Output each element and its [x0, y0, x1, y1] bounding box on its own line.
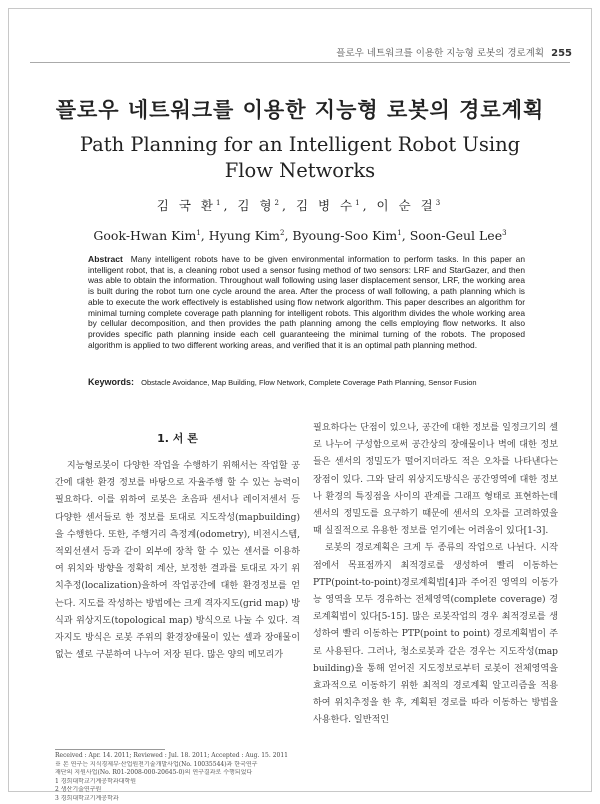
section-title-introduction: 1. 서 론: [157, 432, 198, 445]
footnote-dates: Received : Apr. 14. 2011; Reviewed : Jul. 18. 2011; Accepted : Aug. 15. 2011: [55, 752, 288, 759]
authors-korean: 김 국 환$^1$, 김 형$^2$, 김 병 수$^1$, 이 순 걸$^3$: [156, 198, 444, 213]
author-en-1-affil: 1: [196, 228, 201, 237]
page-number: 255: [551, 48, 572, 59]
abstract: [88, 254, 525, 350]
author-ko-4-affil: 3: [435, 198, 444, 207]
author-en-4-affil: 3: [502, 228, 507, 237]
author-en-2: Hyung Kim: [208, 228, 280, 243]
author-ko-3-affil: 1: [355, 198, 363, 207]
intro-paragraph-3: 로봇의 경로계획은 크게 두 종류의 작업으로 나뉜다. 시작점에서 목표점까지 최적경로를 생성하여 빨리 이동하는 PTP(point-to-point)경로계획법[4]과 주어진 영역의 이동가능 영역을 모두 경유하는 전체영역(complete coverage) 경로계획법이 있다[5-15]. 많은 로봇작업의 경우 최적경로를 생성하여 빨리 이동하는 PTP(point to point) 경로계획법이 주로 사용된다. 그러나, 청소로봇과 같은 경우는 지도작성(map building)을 통해 얻어진 지도정보로부터 로봇이 전체영역을 효과적으로 이동하기 위한 최적의 경로계획 알고리즘을 적용하여 위치추정을 한 후, 계획된 경로를 따라 이동하는 방법을 사용한다. 일반적인: [313, 543, 558, 726]
keywords: [88, 377, 525, 387]
footnotes: [55, 752, 315, 804]
keywords-text: Obstacle Avoidance, Map Building, Flow Network, Complete Coverage Path Planning, Sensor Fusion: [141, 378, 477, 387]
author-ko-1: 김 국 환: [156, 198, 216, 213]
author-en-3-affil: 1: [397, 228, 402, 237]
body-column-left: [55, 458, 300, 664]
footnote-affil-2: 2 생산기술연구원: [55, 786, 102, 794]
footnote-funding-1: ※ 본 연구는 지식경제부·산업원천기술개발사업(No. 10035544)과 한국연구: [55, 760, 258, 768]
author-en-4: Soon-Geul Lee: [409, 228, 503, 243]
author-ko-4: 이 순 걸: [376, 198, 436, 213]
abstract-label: Abstract: [88, 254, 123, 264]
footnote-affil-1: 1 경희대학교기계공학과대학원: [55, 777, 137, 785]
footnote-rule: [55, 749, 165, 750]
header-rule: [30, 62, 570, 63]
authors-english: Gook-Hwan Kim$^1$, Hyung Kim$^2$, Byoung-Soo Kim$^1$, Soon-Geul Lee$^3$: [93, 228, 507, 243]
author-ko-2: 김 형: [237, 198, 275, 213]
abstract-text: Many intelligent robots have to be given environmental information to perform tasks. In this paper an intelligent robot, that is, a cleaning robot used a sensor fusing method of two sensors: LRF and StarGazer, and then was able to obtain the information. Throughout wall following using laser displacement sensor, LRF, the working area is built during the robot turn one cycle around the area. After the process of wall following, a path planning which is able to execute the work effectively is established using flow network algorithm. This paper describes an algorithm for minimal turning complete coverage path planning for intelligent robots. This algorithm divides the whole working area by cellular decomposition, and then provides the path planning among the cells employing flow networks. It also provides specific path planning inside each cell guaranteeing the minimal turning of the robots. The proposed algorithm is applied to two different working areas, and verified that it is an optimal path planning method.: [88, 254, 525, 350]
title-english: Path Planning for an Intelligent Robot Using Flow Networks: [79, 133, 521, 182]
footnote-affil-3: 3 경희대학교기계공학과: [55, 794, 119, 802]
author-en-3: Byoung-Soo Kim: [292, 228, 398, 243]
author-ko-2-affil: 2: [274, 198, 282, 207]
body-column-right: [313, 420, 558, 730]
author-en-1: Gook-Hwan Kim: [93, 228, 197, 243]
author-en-2-affil: 2: [279, 228, 285, 237]
author-ko-3: 김 병 수: [295, 198, 356, 213]
running-header: [336, 45, 572, 59]
intro-paragraph-1: 지능형로봇이 다양한 작업을 수행하기 위해서는 작업할 공간에 대한 환경 정보를 바탕으로 자율주행 할 수 있는 능력이 필요하다. 이를 위하여 로봇은 초음파 센서나 레이저센서 등 다양한 센서들로 한 정보를 토대로 지도작성(mapbuilding)을 수행한다. 또한, 주행거리 측정계(odometry), 비전시스템, 적외선센서 등과 같이 외부에 장착 할 수 있는 센서를 이용하여 위치와 방향을 정확히 계산, 보정한 결과를 토대로 자기 위치추정(localization)을하여 작업공간에 대한 환경정보를 얻는다. 지도를 작성하는 방법에는 크게 격자지도(grid map) 방식과 위상지도(topological map) 방식으로 나눌 수 있다. 격자지도 방식은 로봇 주위의 환경장애물이 있는 셀과 장애물이 없는 셀로 구분하여 나누어 저장 된다. 많은 양의 메모리가: [55, 461, 300, 661]
author-ko-1-affil: 1: [215, 198, 224, 207]
keywords-label: Keywords:: [88, 377, 135, 387]
intro-paragraph-2: 필요하다는 단점이 있으나, 공간에 대한 정보를 일정크기의 셀로 나누어 구성함으로써 공간상의 장애물이나 벽에 대한 정보들은 센서의 정밀도가 떨어지더라도 적은 오차를 나타낸다는 장점이 있다. 그와 달리 위상지도방식은 공간영역에 대한 정보나 환경의 특징점을 사이의 관계를 그래프 형태로 표현하는데 센서의 정밀도를 요구하기 때문에 센서의 오차를 고려하였을때 실질적으로 유용한 정보를 얻기에는 어려움이 있다[1-3].: [313, 423, 558, 537]
title-korean: 플로우 네트워크를 이용한 지능형 로봇의 경로계획: [55, 98, 545, 122]
footnote-funding-2: 재단의 지원사업(No. R01-2008-000-20645-0)의 연구결과로 수행되었다: [55, 769, 253, 777]
running-title: 플로우 네트워크를 이용한 지능형 로봇의 경로계획: [336, 48, 545, 59]
